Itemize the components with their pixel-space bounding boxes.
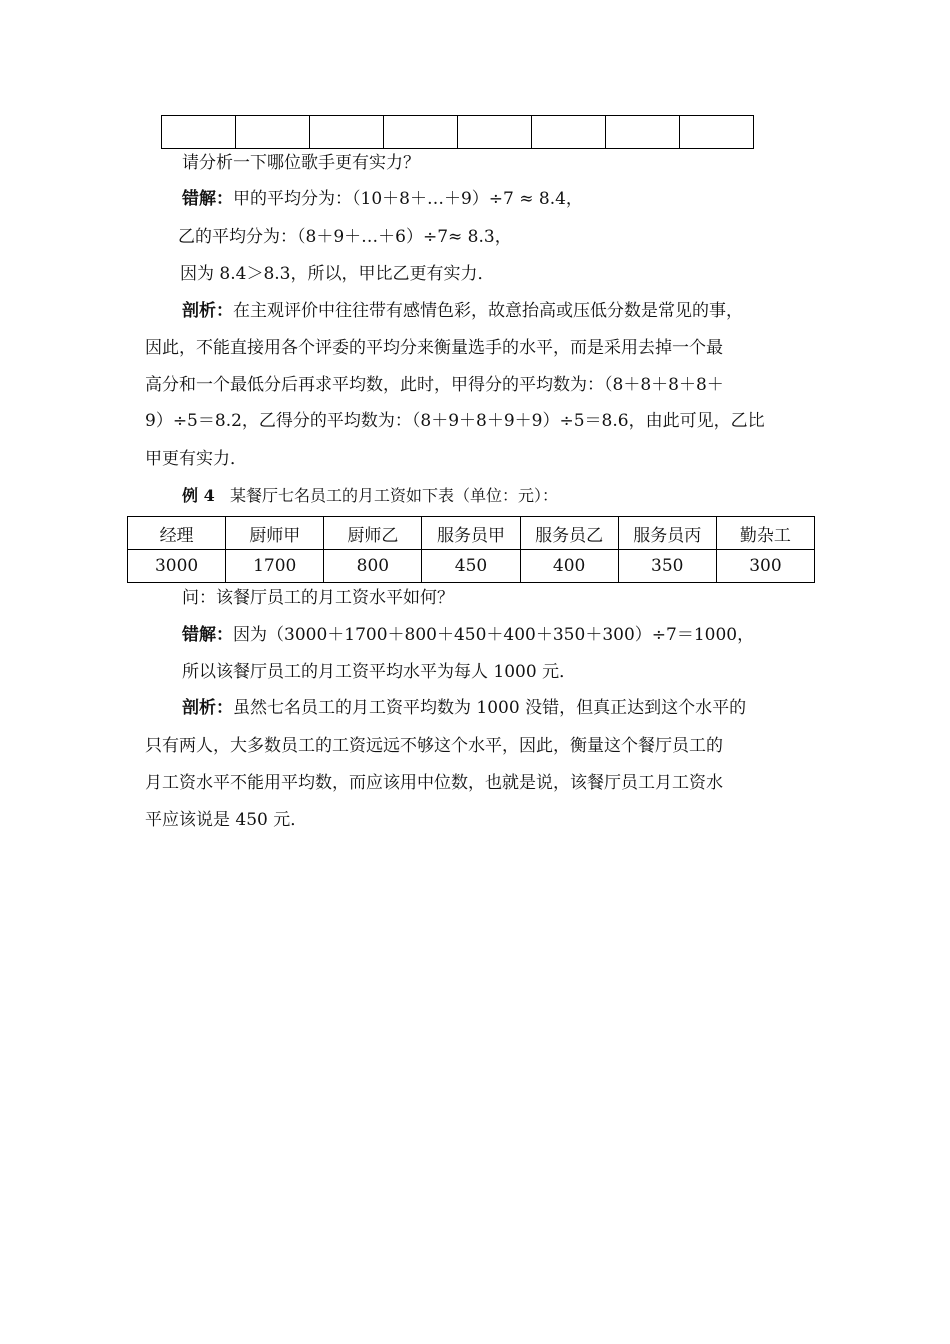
empty-score-table [161,115,754,149]
example-4-wrong-solution-2: 所以该餐厅员工的月工资平均水平为每人 1000 元． [182,662,577,682]
value-cell: 450 [422,550,520,583]
header-cell: 服务员甲 [422,517,520,550]
example-label: 例 4 [182,486,215,505]
singer-wrong-solution-3: 因为 8.4＞8.3，所以，甲比乙更有实力． [180,264,495,284]
table-cell [162,116,236,149]
example-4-analysis-1 [182,698,746,718]
singer-analysis-1 [182,301,743,321]
header-cell: 厨师甲 [226,517,324,550]
singer-analysis-5: 甲更有实力． [145,449,247,469]
wage-table [127,516,815,583]
value-cell: 1700 [226,550,324,583]
singer-question: 请分析一下哪位歌手更有实力？ [182,153,420,173]
value-cell: 800 [324,550,422,583]
header-cell: 经理 [128,517,226,550]
header-cell: 勤杂工 [716,517,814,550]
table-row [162,116,754,149]
table-cell [384,116,458,149]
value-cell: 350 [618,550,716,583]
header-cell: 服务员丙 [618,517,716,550]
analysis-text: 虽然七名员工的月工资平均数为 1000 没错，但真正达到这个水平的 [233,698,747,718]
table-cell [606,116,680,149]
value-cell: 3000 [128,550,226,583]
wrong-solution-label: 错解： [182,625,233,645]
analysis-text: 在主观评价中往往带有感情色彩，故意抬高或压低分数是常见的事， [233,301,743,321]
table-cell [310,116,384,149]
example-intro-text: 某餐厅七名员工的月工资如下表（单位：元）： [229,486,558,505]
table-header-row [128,517,815,550]
example-4-analysis-4: 平应该说是 450 元． [145,810,308,830]
header-cell: 服务员乙 [520,517,618,550]
wrong-solution-label: 错解： [182,189,233,209]
table-cell [236,116,310,149]
value-cell: 300 [716,550,814,583]
singer-analysis-2: 因此，不能直接用各个评委的平均分来衡量选手的水平，而是采用去掉一个最 [145,338,723,358]
table-cell [458,116,532,149]
analysis-label: 剖析： [182,698,233,718]
example-4-analysis-2: 只有两人，大多数员工的工资远远不够这个水平，因此，衡量这个餐厅员工的 [145,736,723,756]
table-cell [532,116,606,149]
example-4-intro [182,486,558,506]
analysis-label: 剖析： [182,301,233,321]
singer-wrong-solution-2: 乙的平均分为：（8＋9＋…＋6）÷7≈ 8.3， [178,227,512,247]
singer-wrong-solution-1 [182,189,583,209]
wrong-solution-text: 甲的平均分为：（10＋8＋…＋9）÷7 ≈ 8.4， [233,189,583,209]
wrong-solution-text: 因为（3000＋1700＋800＋450＋400＋350＋300）÷7＝1000， [233,625,755,645]
example-4-analysis-3: 月工资水平不能用平均数，而应该用中位数，也就是说，该餐厅员工月工资水 [145,773,723,793]
singer-analysis-4: 9）÷5＝8.2，乙得分的平均数为：（8＋9＋8＋9＋9）÷5＝8.6，由此可见，乙比 [145,411,765,431]
header-cell: 厨师乙 [324,517,422,550]
table-row [128,550,815,583]
example-4-question: 问：该餐厅员工的月工资水平如何？ [182,588,454,608]
value-cell: 400 [520,550,618,583]
singer-analysis-3: 高分和一个最低分后再求平均数，此时，甲得分的平均数为：（8＋8＋8＋8＋ [145,375,724,395]
example-4-wrong-solution-1 [182,625,754,645]
table-cell [680,116,754,149]
